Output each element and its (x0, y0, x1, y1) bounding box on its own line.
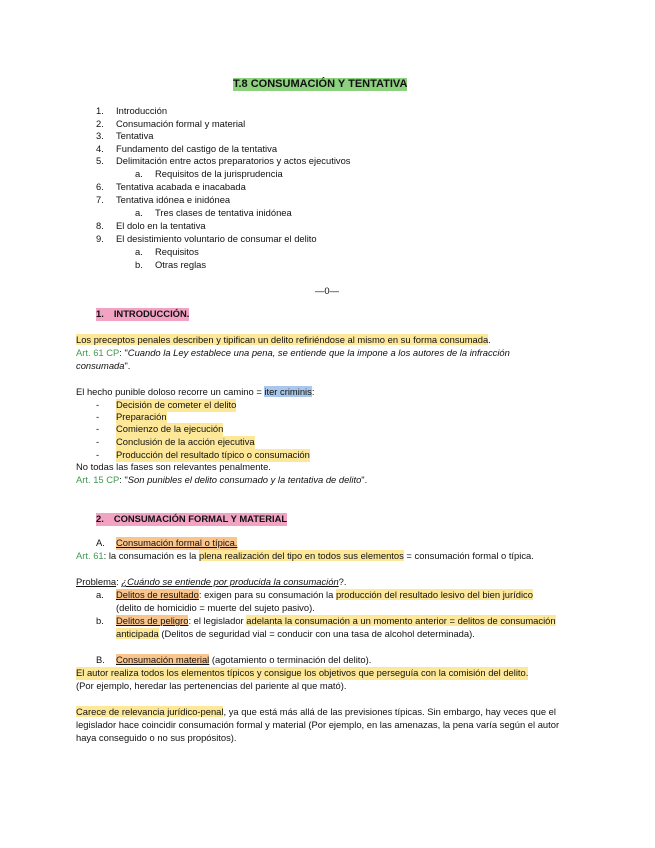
list-item: - Comienzo de la ejecución (96, 423, 224, 434)
paragraph: (Por ejemplo, heredar las pertenencias del pariente al que mató). (76, 680, 347, 691)
section-heading: 2. CONSUMACIÓN FORMAL Y MATERIAL (96, 513, 288, 524)
toc-item: 4. Fundamento del castigo de la tentativa (96, 143, 278, 154)
document-title: T.8 CONSUMACIÓN Y TENTATIVA (233, 78, 408, 90)
toc-subitem: a. Requisitos de la jurisprudencia (135, 168, 283, 179)
article-ref: Art. 61 (76, 550, 104, 561)
paragraph: El autor realiza todos los elementos típicos y consigue los objetivos que perseguía con la comisión del delito. (76, 667, 529, 678)
toc-item: 2. Consumación formal y material (96, 118, 246, 129)
toc-item: 7. Tentativa idónea e inidónea (96, 194, 231, 205)
toc-item: 1. Introducción (96, 105, 168, 116)
paragraph: No todas las fases son relevantes penalmente. (76, 461, 271, 472)
toc-item: 8. El dolo en la tentativa (96, 220, 206, 231)
list-item: a. Delitos de resultado: exigen para su consumación la producción del resultado lesivo del bien jurídico (96, 589, 533, 600)
list-item: - Conclusión de la acción ejecutiva (96, 436, 255, 447)
list-item: - Decisión de cometer el delito (96, 399, 237, 410)
article-ref: Art. 15 CP (76, 474, 120, 485)
subsection-heading: A. Consumación formal o típica. (96, 537, 238, 548)
list-item: - Preparación (96, 411, 167, 422)
section-heading: 1. INTRODUCCIÓN. (96, 308, 190, 319)
paragraph: legislador hace coincidir consumación formal y material (Por ejemplo, en las amenazas, la pena varía según el autor (76, 719, 560, 730)
list-item: b. Delitos de peligro: el legislador adelanta la consumación a un momento anterior = delitos de consumación (96, 615, 556, 626)
toc-item: 9. El desistimiento voluntario de consumar el delito (96, 233, 317, 244)
list-item-continuation: anticipada (Delitos de seguridad vial = conducir con una tasa de alcohol determinada). (116, 628, 475, 639)
paragraph: haya conseguido o no sus propósitos). (76, 732, 237, 743)
problem-line: Problema: ¿Cuándo se entiende por producida la consumación?. (76, 576, 347, 587)
toc-item: 5. Delimitación entre actos preparatorios y actos ejecutivos (96, 155, 351, 166)
subsection-heading: B. Consumación material (agotamiento o terminación del delito). (96, 654, 372, 665)
separator: —0— (315, 285, 339, 296)
toc-subitem: a. Requisitos (135, 246, 199, 257)
paragraph: Los preceptos penales describen y tipifican un delito refiriéndose al mismo en su forma consumada. (76, 334, 491, 345)
toc-item: 6. Tentativa acabada e inacabada (96, 181, 246, 192)
list-item-continuation: (delito de homicidio = muerte del sujeto pasivo). (116, 602, 315, 613)
toc-subitem: a. Tres clases de tentativa inidónea (135, 207, 292, 218)
paragraph: Art. 61: la consumación es la plena realización del tipo en todos sus elementos = consumación formal o típica. (76, 550, 534, 561)
article-quote: consumada". (76, 360, 131, 371)
article-quote: Art. 61 CP: "Cuando la Ley establece una pena, se entiende que la impone a los autores de la infracción (76, 347, 510, 358)
toc-subitem: b. Otras reglas (135, 259, 207, 270)
article-ref: Art. 61 CP (76, 347, 120, 358)
paragraph: Carece de relevancia jurídico-penal, ya que está más allá de las previsiones típicas. Sin embargo, hay veces que el (76, 706, 556, 717)
toc-item: 3. Tentativa (96, 130, 154, 141)
paragraph: El hecho punible doloso recorre un camino = iter criminis: (76, 386, 315, 397)
article-quote: Art. 15 CP: "Son punibles el delito consumado y la tentativa de delito". (76, 474, 368, 485)
list-item: - Producción del resultado típico o consumación (96, 449, 310, 460)
